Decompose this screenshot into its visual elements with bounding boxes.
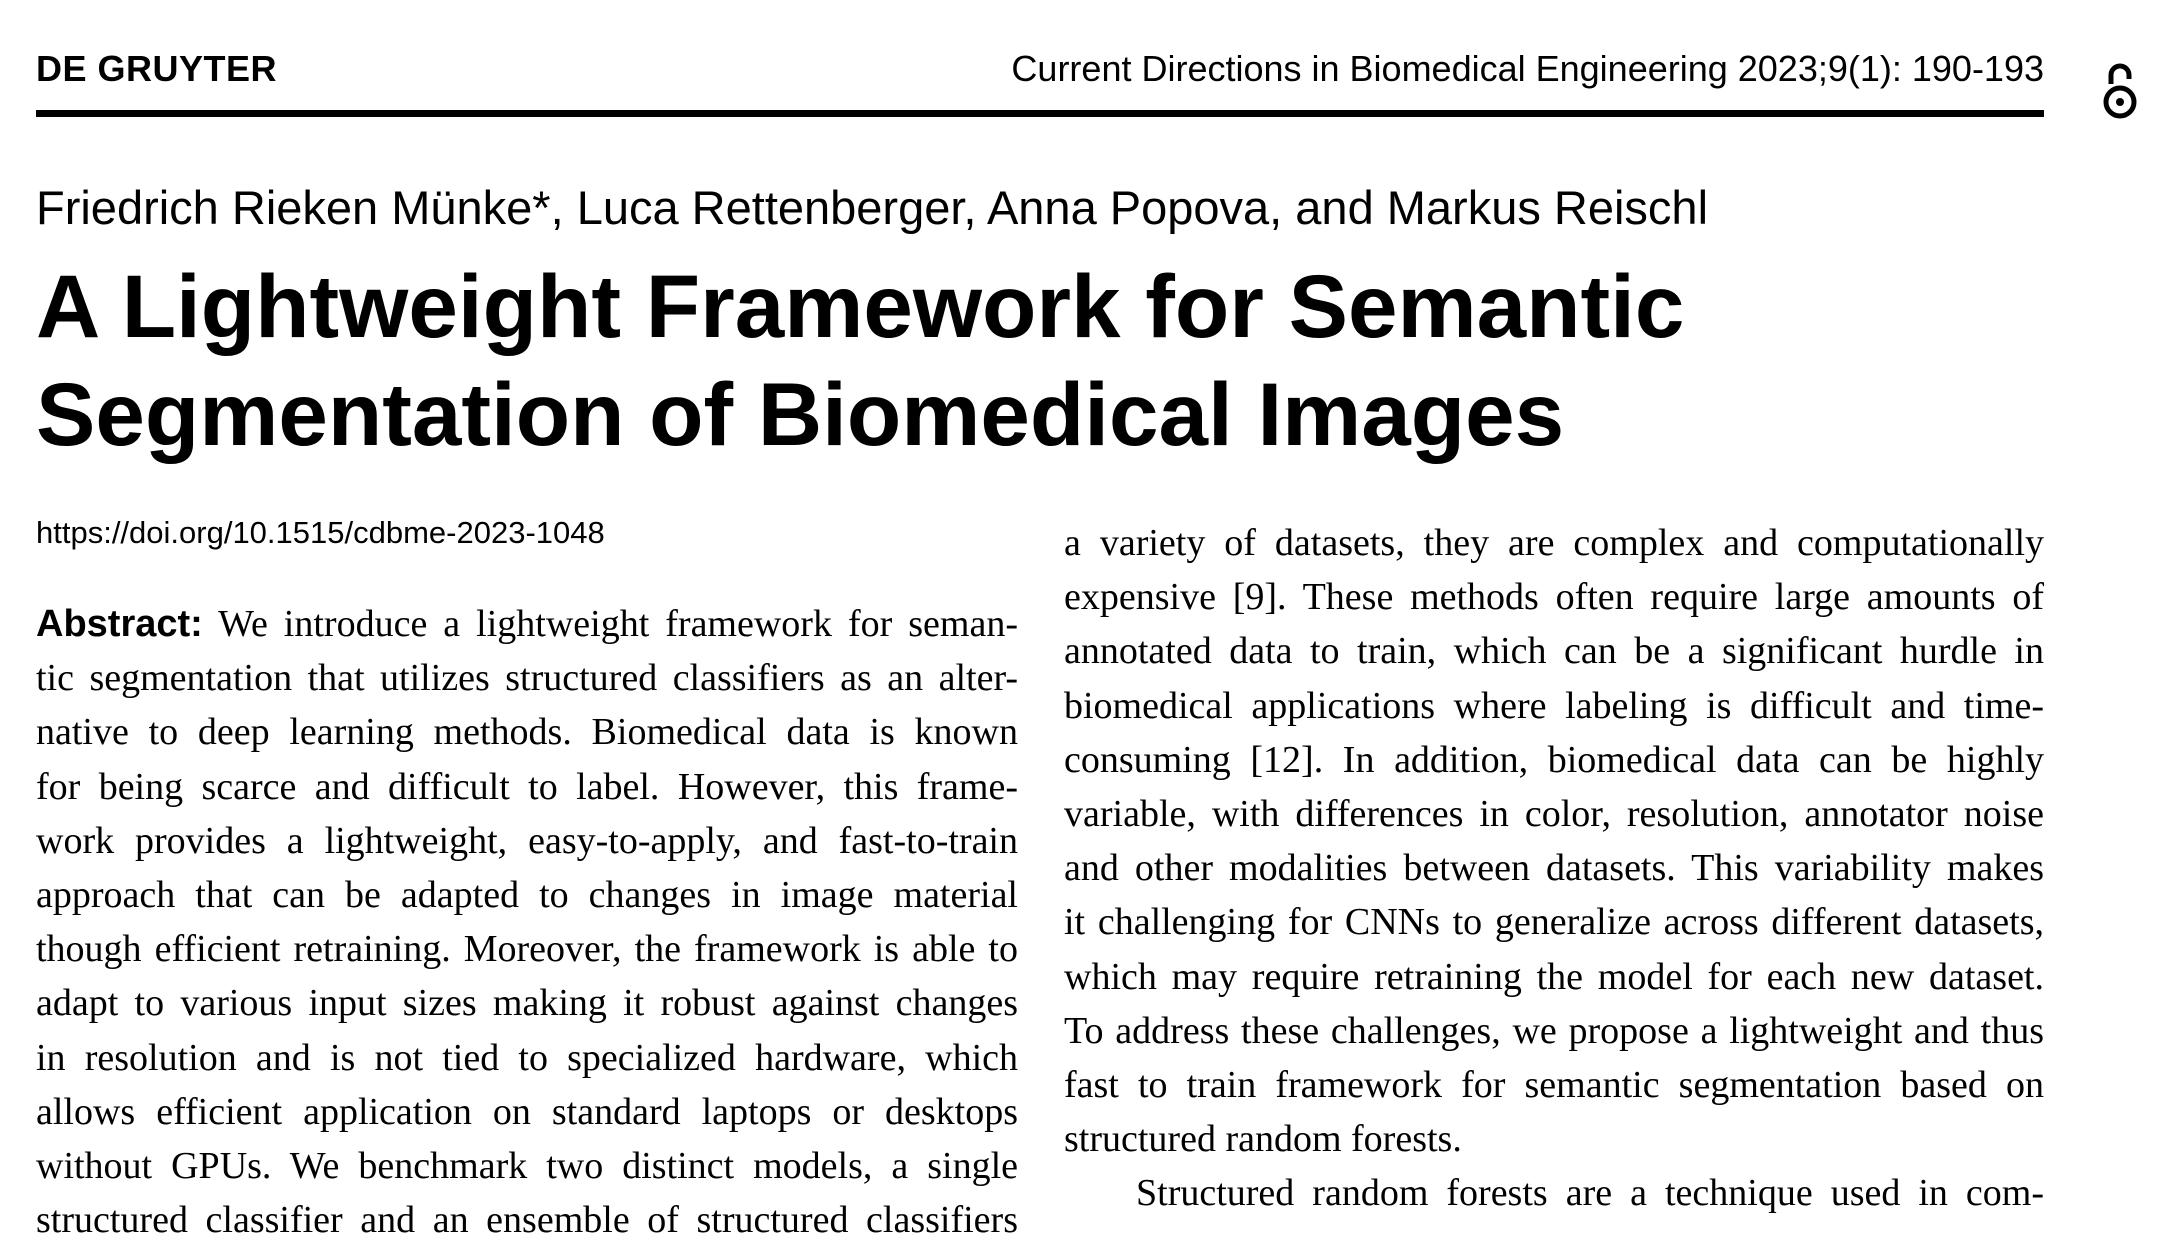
body-line: and other modalities between datasets. This variability makes <box>1064 847 2044 890</box>
abstract-label: Abstract: <box>36 603 203 645</box>
abstract-line: allows efficient application on standard laptops or desktops <box>36 1090 1018 1133</box>
article-title <box>36 252 2044 468</box>
running-header <box>36 48 2044 92</box>
body-line: consuming [12]. In addition, biomedical data can be highly <box>1064 738 2044 781</box>
abstract-line: work provides a lightweight, easy-to-apply, and fast-to-train <box>36 819 1018 862</box>
abstract-line: in resolution and is not tied to specialized hardware, which <box>36 1036 1018 1079</box>
abstract-line: approach that can be adapted to changes in image material <box>36 873 1018 916</box>
body-line: structured random forests. <box>1064 1118 1462 1161</box>
body-line: annotated data to train, which can be a significant hurdle in <box>1064 630 2044 673</box>
body-line: fast to train framework for semantic segmentation based on <box>1064 1063 2044 1106</box>
body-line: Structured random forests are a technique used in com- <box>1136 1172 2044 1215</box>
author-list: Friedrich Rieken Münke*, Luca Rettenberger, Anna Popova, and Markus Reischl <box>36 181 1709 234</box>
abstract-line: though efficient retraining. Moreover, the framework is able to <box>36 928 1018 971</box>
body-line: which may require retraining the model for each new dataset. <box>1064 955 2044 998</box>
body-line: biomedical applications where labeling is difficult and time- <box>1064 684 2044 727</box>
abstract-column <box>36 597 1018 1247</box>
doi-link[interactable]: https://doi.org/10.1515/cdbme-2023-1048 <box>36 515 605 550</box>
title-line: A Lightweight Framework for Semantic <box>36 256 1685 356</box>
abstract-text: We introduce a lightweight framework for seman- <box>218 603 1018 645</box>
open-access-icon <box>2098 62 2142 122</box>
body-column <box>1064 516 2044 1220</box>
title-line: Segmentation of Biomedical Images <box>36 364 1565 464</box>
journal-citation: Current Directions in Biomedical Engineering 2023;9(1): 190-193 <box>1011 48 2044 89</box>
body-line: To address these challenges, we propose a lightweight and thus <box>1064 1009 2044 1052</box>
abstract-line: for being scarce and difficult to label. However, this frame- <box>36 765 1018 808</box>
header-rule <box>36 110 2044 117</box>
body-line: variable, with differences in color, resolution, annotator noise <box>1064 792 2044 835</box>
body-line: expensive [9]. These methods often require large amounts of <box>1064 576 2044 619</box>
abstract-line: tic segmentation that utilizes structured classifiers as an alter- <box>36 657 1018 700</box>
publisher-name: DE GRUYTER <box>36 48 278 89</box>
abstract-line: native to deep learning methods. Biomedical data is known <box>36 711 1018 754</box>
abstract-line: adapt to various input sizes making it robust against changes <box>36 982 1018 1025</box>
abstract-line <box>36 597 1018 651</box>
body-line: a variety of datasets, they are complex and computationally <box>1064 522 2044 564</box>
body-line: it challenging for CNNs to generalize across different datasets, <box>1064 901 2044 944</box>
abstract-line: without GPUs. We benchmark two distinct models, a single <box>36 1144 1018 1187</box>
abstract-line: structured classifier and an ensemble of structured classifiers <box>36 1199 1018 1242</box>
